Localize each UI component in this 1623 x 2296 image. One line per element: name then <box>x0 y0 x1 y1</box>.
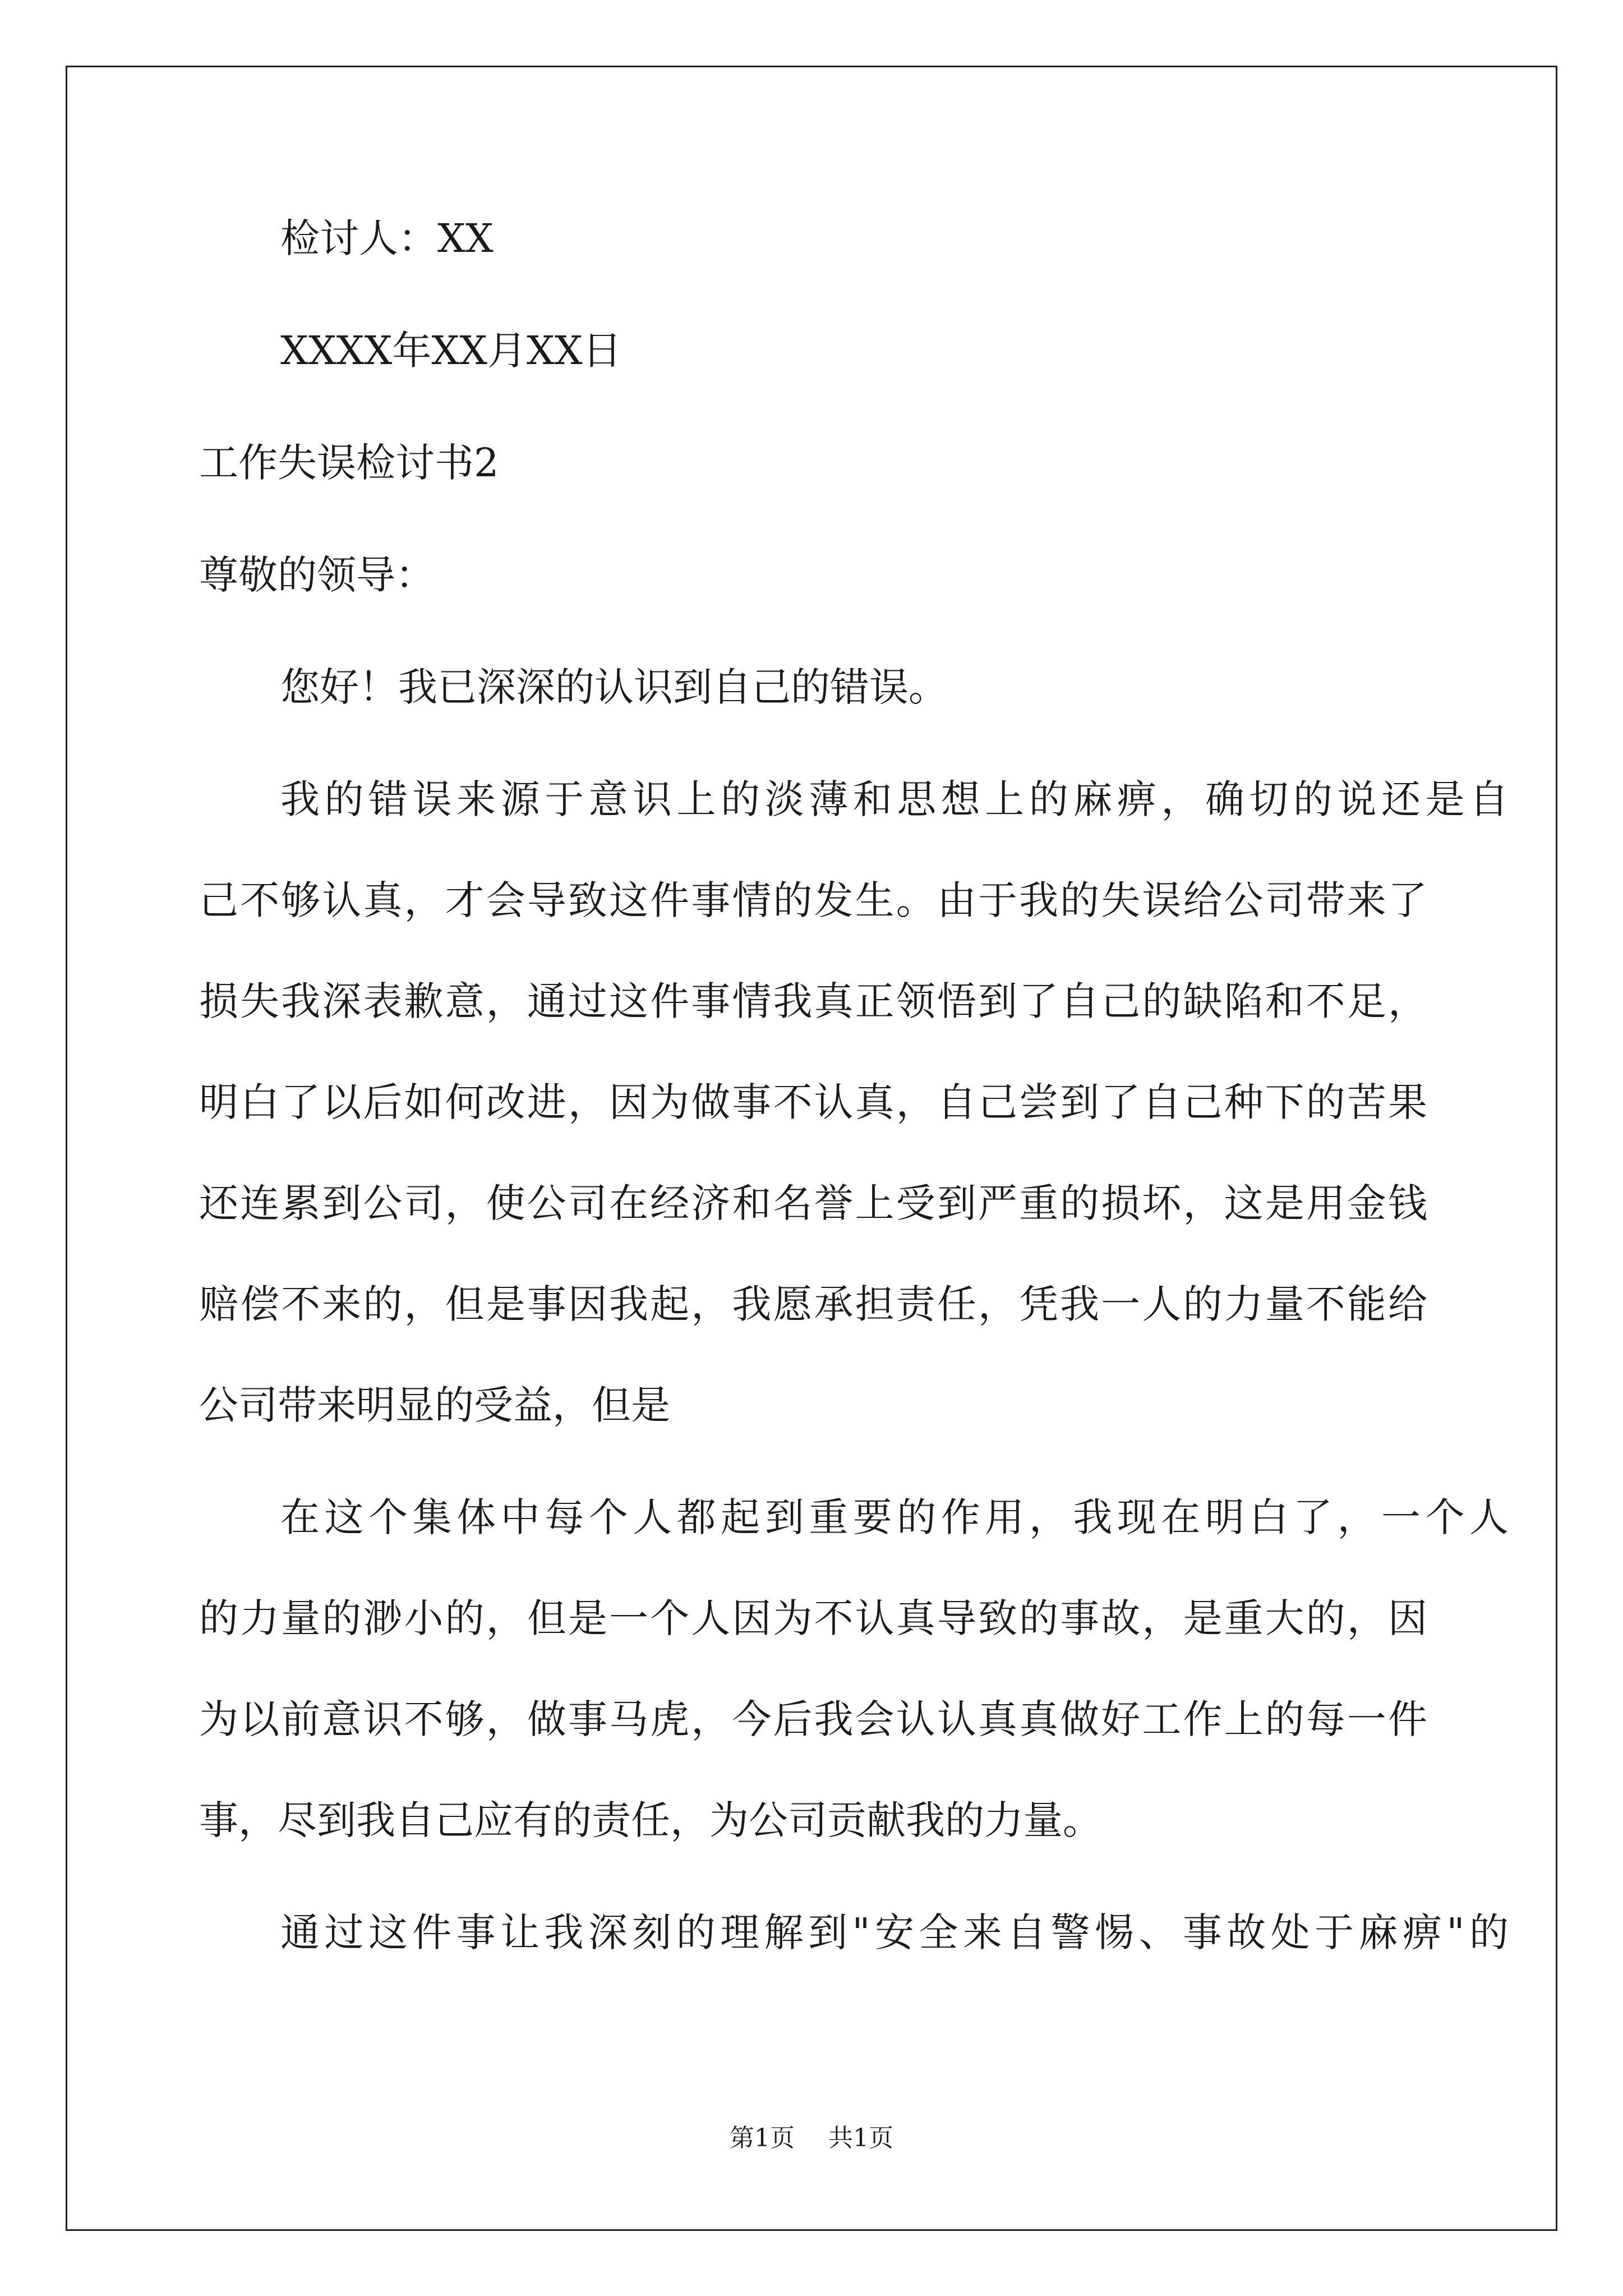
paragraph-line: 在这个集体中每个人都起到重要的作用，我现在明白了，一个人 <box>280 1494 1509 1540</box>
greeting: 您好！我已深深的认识到自己的错误。 <box>280 664 948 710</box>
page-number: 第1页 <box>730 2124 795 2152</box>
section-title: 工作失误检讨书2 <box>199 440 499 486</box>
paragraph-line: 己不够认真，才会导致这件事情的发生。由于我的失误给公司带来了 <box>199 877 1427 923</box>
page-border <box>66 66 1557 2231</box>
paragraph-line: 还连累到公司，使公司在经济和名誉上受到严重的损坏，这是用金钱 <box>199 1180 1427 1226</box>
paragraph-line: 损失我深表歉意，通过这件事情我真正领悟到了自己的缺陷和不足， <box>199 978 1427 1024</box>
paragraph-line: 的力量的渺小的，但是一个人因为不认真导致的事故，是重大的，因 <box>199 1595 1427 1641</box>
date-line: XXXX年XX月XX日 <box>280 328 622 374</box>
paragraph-line: 通过这件事让我深刻的理解到"安全来自警惕、事故处于麻痹"的 <box>280 1910 1509 1955</box>
paragraph-line: 明白了以后如何改进，因为做事不认真，自己尝到了自己种下的苦果 <box>199 1079 1427 1125</box>
paragraph-line: 赔偿不来的，但是事因我起，我愿承担责任，凭我一人的力量不能给 <box>199 1281 1427 1327</box>
page-total: 共1页 <box>828 2124 893 2152</box>
paragraph-line: 公司带来明显的受益，但是 <box>199 1382 670 1428</box>
page-footer <box>0 2118 1623 2154</box>
paragraph-line: 事，尽到我自己应有的责任，为公司贡献我的力量。 <box>199 1797 1102 1843</box>
signature-line: 检讨人：XX <box>280 215 494 261</box>
paragraph-line: 为以前意识不够，做事马虎，今后我会认认真真做好工作上的每一件 <box>199 1696 1427 1742</box>
salutation: 尊敬的领导： <box>199 552 435 598</box>
paragraph-line: 我的错误来源于意识上的淡薄和思想上的麻痹，确切的说还是自 <box>280 776 1509 822</box>
